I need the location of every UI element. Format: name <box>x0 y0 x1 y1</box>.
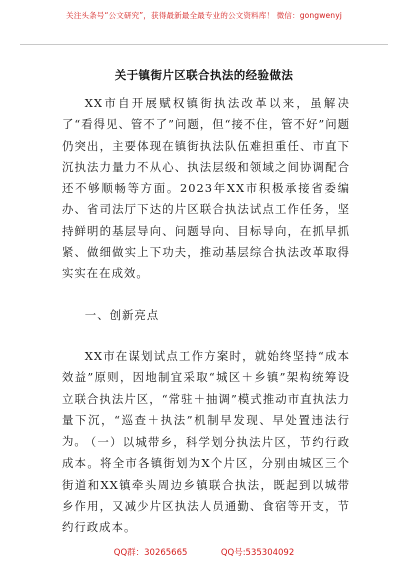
header-divider <box>20 44 388 45</box>
section-heading: 一、创新亮点 <box>84 308 160 322</box>
paragraph-intro: XX市自开展赋权镇街执法改革以来，虽解决了“看得见、管不了”问题，但“接不住，管不好”问题仍突出，主要体现在镇街执法队伍难担重任、市直下沉执法力量力不从心、执法层级和领域之间协调配合还不够顺畅等方面。2023年XX市积极承接省委编办、省司法厅下达的片区联合执法试点工作任务，坚持鲜明的基层导向、问题导向、目标导向，在抓早抓紧、做细做实上下功夫，推动基层综合执法改革取得实实在在成效。 <box>62 96 350 281</box>
footer-contact <box>0 546 408 558</box>
footer-qq-number: QQ号:535304092 <box>220 548 295 558</box>
document-title: 关于镇街片区联合执法的经验做法 <box>114 68 294 82</box>
header-promo-text: 关注头条号“公文研究”，获得最新最全最专业的公文资料库！ 微信：gongwenyj <box>66 11 342 20</box>
footer-qq-group: QQ群：30265665 <box>113 548 188 558</box>
paragraph-innovation: XX市在谋划试点工作方案时，就始终坚持“成本效益”原则，因地制宜采取“城区＋乡镇”架构统筹设立联合执法片区，“常驻＋抽调”模式推动市直执法力量下沉，“巡查＋执法”机制早发现、早处置违法行为。 <box>62 349 350 449</box>
paragraph-subsection-one: （一）以城带乡，科学划分执法片区，节约行政成本。将全市各镇街划为X个片区，分别由城区三个街道和XX镇牵头周边乡镇联合执法，既起到以城带乡作用，又减少片区执法人员通勤、食宿等开支，节约行政成本。 <box>62 435 350 535</box>
